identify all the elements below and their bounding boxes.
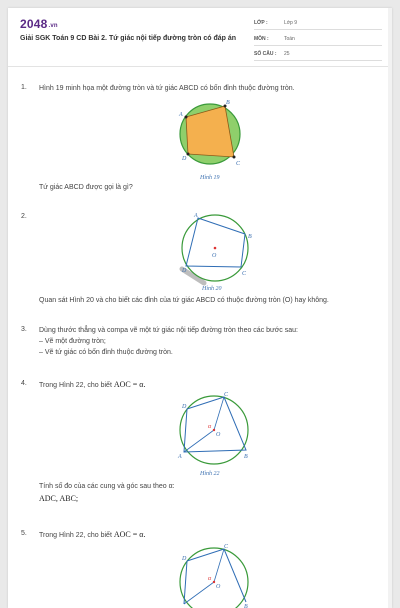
question-text: Trong Hình 22, cho biết <box>39 532 112 539</box>
document-title: Giải SGK Toán 9 CD Bài 2. Tứ giác nội tiếp đường tròn có đáp án <box>20 35 237 42</box>
label-c: C <box>242 271 247 277</box>
question-number: 3. <box>21 326 27 333</box>
label-b: B <box>248 234 252 240</box>
step-item: – Vẽ tứ giác có bốn đỉnh thuộc đường tròn. <box>39 349 173 356</box>
meta-subject <box>254 33 382 46</box>
meta-question-count <box>254 48 382 61</box>
figure-19 <box>172 96 254 176</box>
figure-caption: Hình 22 <box>200 471 220 477</box>
label-d: D <box>182 556 187 562</box>
figure-22-partial <box>172 542 256 608</box>
scrollbar[interactable] <box>388 8 392 608</box>
label-o: O <box>216 584 221 590</box>
figure-20 <box>172 211 262 287</box>
label-a: A <box>179 112 183 118</box>
figure-22 <box>172 392 256 472</box>
label-alpha: α <box>208 576 212 582</box>
question-number: 2. <box>21 213 27 220</box>
question-number: 1. <box>21 84 27 91</box>
math-formula: ADC, ABC; <box>39 494 79 503</box>
center-point <box>214 247 217 250</box>
label-c: C <box>224 392 229 398</box>
quadrilateral-shape <box>186 218 245 267</box>
meta-grade <box>254 17 382 30</box>
meta-key: MÔN : <box>254 36 269 42</box>
document-sheet <box>8 8 392 608</box>
label-a: A <box>178 454 182 460</box>
meta-key: LỚP : <box>254 20 268 26</box>
center-point <box>213 429 215 431</box>
question-number: 4. <box>21 380 27 387</box>
label-c: C <box>224 544 229 550</box>
center-point <box>213 581 215 583</box>
question-number: 5. <box>21 530 27 537</box>
meta-value: Lớp 9 <box>284 20 298 26</box>
logo-text: 2048 <box>20 17 48 31</box>
step-item: – Vẽ một đường tròn; <box>39 338 106 345</box>
question-text-row <box>39 380 145 389</box>
question-followup: Tứ giác ABCD được gọi là gì? <box>39 184 133 191</box>
site-logo[interactable] <box>20 17 58 31</box>
label-a: A <box>194 213 198 219</box>
label-c: C <box>236 161 241 167</box>
math-formula: AOC = α. <box>113 530 146 539</box>
question-text: Hình 19 minh họa một đường tròn và tứ giác ABCD có bốn đỉnh thuộc đường tròn. <box>39 85 295 92</box>
figure-caption: Hình 20 <box>202 286 222 292</box>
meta-value: Toán <box>284 36 295 42</box>
logo-suffix: .vn <box>48 23 58 29</box>
meta-value: 25 <box>284 51 290 57</box>
math-formula: AOC = α. <box>113 380 146 389</box>
label-b: B <box>244 454 248 460</box>
figure-caption: Hình 19 <box>200 175 220 181</box>
question-text-row <box>39 530 145 539</box>
question-text: Dùng thước thẳng và compa vẽ một tứ giác nội tiếp đường tròn theo các bước sau: <box>39 327 298 334</box>
question-followup: Tính số đo của các cung và góc sau theo α: <box>39 483 175 490</box>
label-b: B <box>244 604 248 608</box>
question-text: Trong Hình 22, cho biết <box>39 382 112 389</box>
label-d: D <box>182 404 187 410</box>
label-o: O <box>212 253 217 259</box>
label-alpha: α <box>208 424 212 430</box>
meta-key: SỐ CÂU : <box>254 51 277 57</box>
question-followup: Quan sát Hình 20 và cho biết các đỉnh của tứ giác ABCD có thuộc đường tròn (O) hay không. <box>39 297 329 304</box>
page-header <box>8 8 392 67</box>
label-o: O <box>216 432 221 438</box>
label-d: D <box>182 268 187 274</box>
label-d: D <box>182 156 187 162</box>
label-b: B <box>226 100 230 106</box>
